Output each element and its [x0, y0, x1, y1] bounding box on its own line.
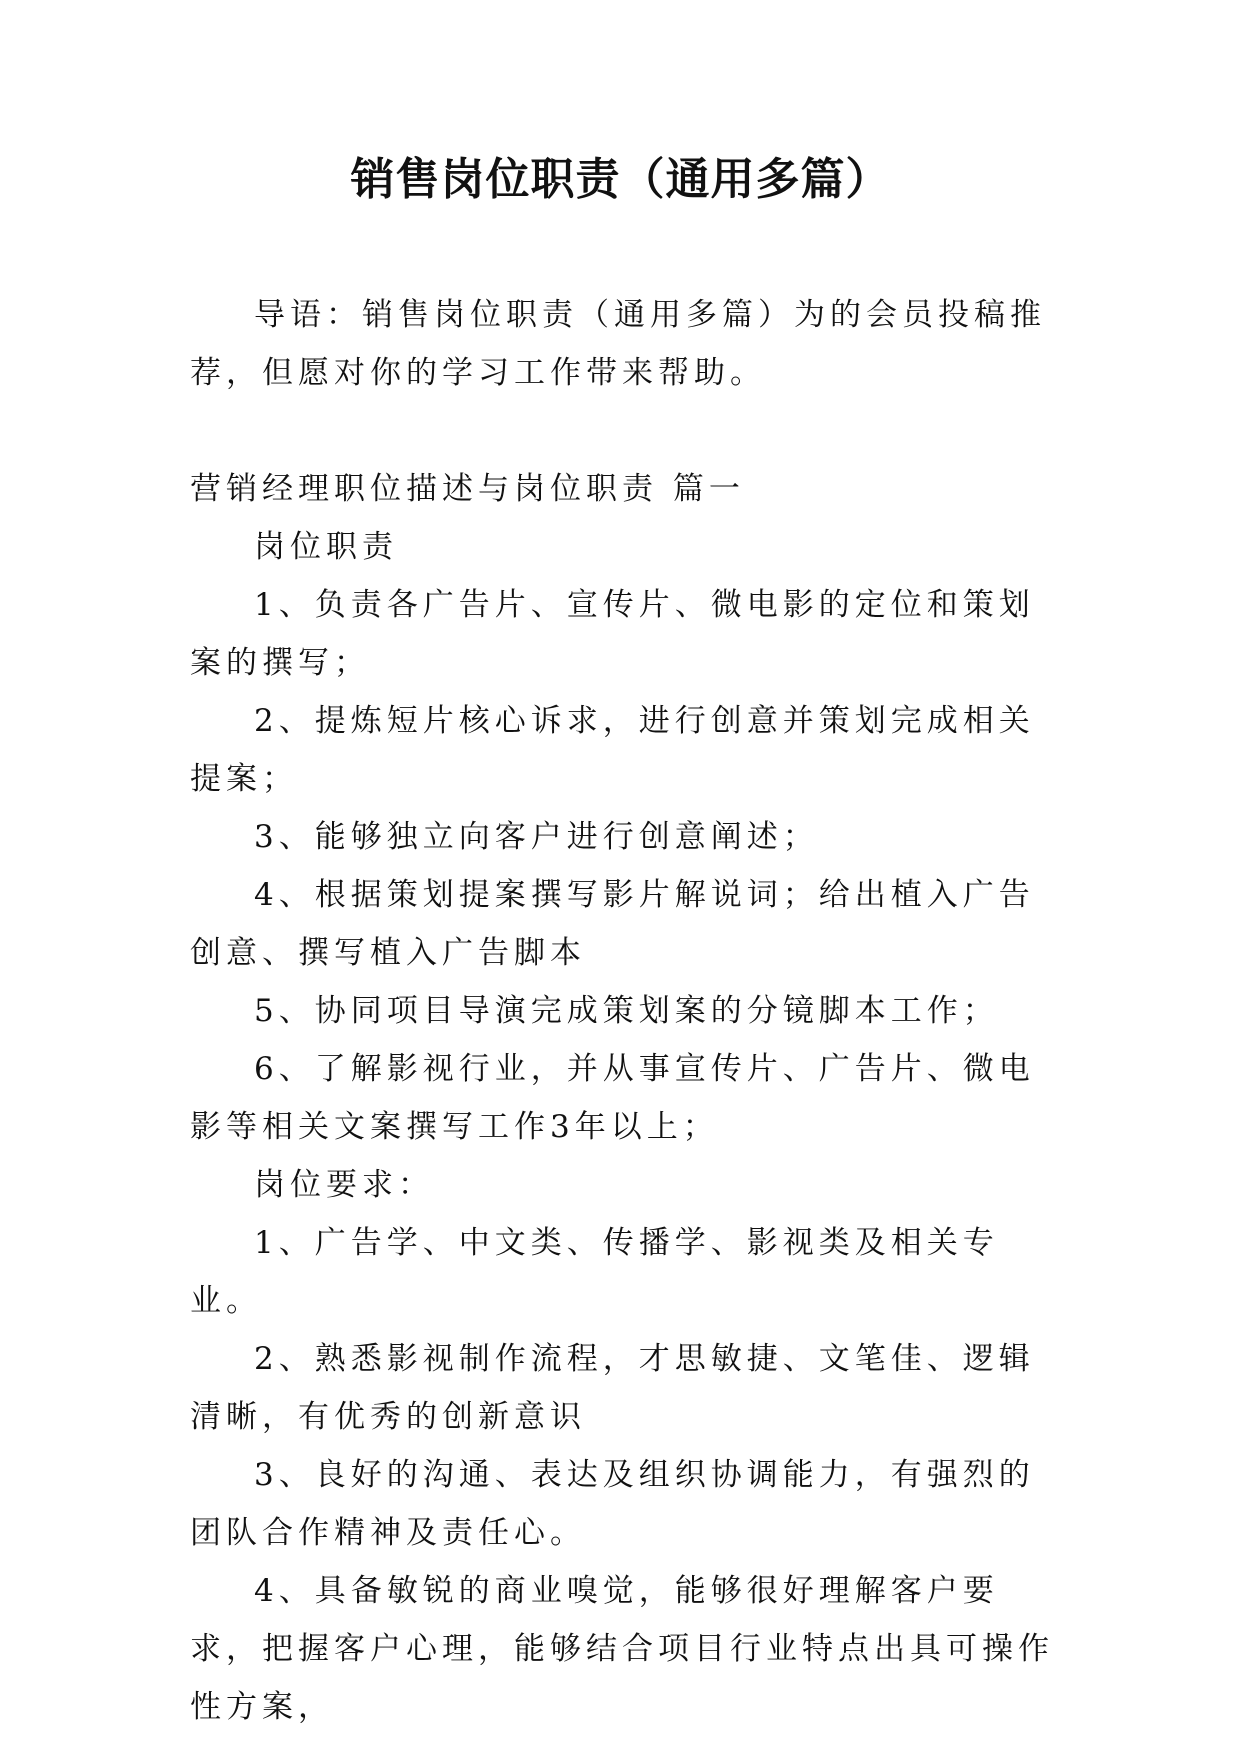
lead-paragraph: 导语：销售岗位职责（通用多篇）为的会员投稿推荐，但愿对你的学习工作带来帮助。	[190, 297, 1046, 391]
duty-item: 1、负责各广告片、宣传片、微电影的定位和策划案的撰写；	[190, 587, 1035, 681]
section-heading: 营销经理职位描述与岗位职责 篇一	[190, 471, 745, 507]
requirement-item: 3、良好的沟通、表达及组织协调能力，有强烈的团队合作精神及责任心。	[190, 1457, 1035, 1551]
duty-item: 6、了解影视行业，并从事宣传片、广告片、微电影等相关文案撰写工作3年以上；	[190, 1051, 1035, 1145]
document-body	[190, 286, 1070, 1736]
duty-item: 3、能够独立向客户进行创意阐述；	[254, 819, 819, 855]
requirement-item: 4、具备敏锐的商业嗅觉，能够很好理解客户要求，把握客户心理，能够结合项目行业特点出具可操作性方案，	[190, 1573, 1054, 1725]
duties-heading: 岗位职责	[254, 529, 398, 565]
requirement-item: 1、广告学、中文类、传播学、影视类及相关专业。	[190, 1225, 999, 1319]
page-title: 销售岗位职责（通用多篇）	[350, 154, 891, 205]
requirements-heading: 岗位要求：	[254, 1167, 434, 1203]
requirement-item: 2、熟悉影视制作流程，才思敏捷、文笔佳、逻辑清晰，有优秀的创新意识	[190, 1341, 1035, 1435]
duty-item: 5、协同项目导演完成策划案的分镜脚本工作；	[254, 993, 999, 1029]
duty-item: 2、提炼短片核心诉求，进行创意并策划完成相关提案；	[190, 703, 1035, 797]
duty-item: 4、根据策划提案撰写影片解说词；给出植入广告创意、撰写植入广告脚本	[190, 877, 1035, 971]
